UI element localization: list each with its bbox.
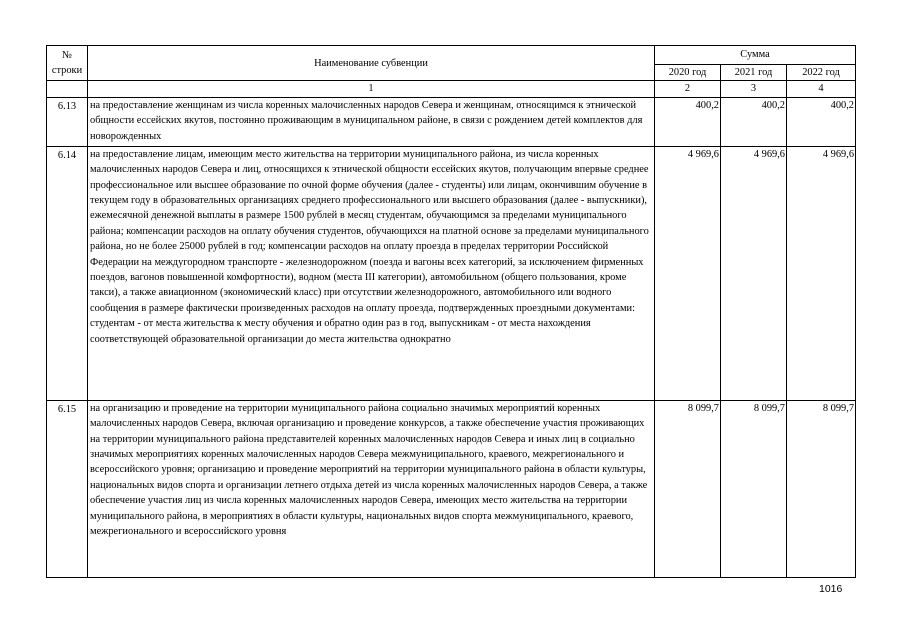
header-num-symbol: №	[62, 49, 72, 61]
column-number-4: 4	[787, 81, 856, 97]
value-2021: 4 969,6	[721, 146, 787, 400]
column-number-row	[47, 81, 856, 97]
header-row-number	[47, 46, 88, 81]
table-row	[47, 400, 856, 577]
table-row	[47, 97, 856, 146]
header-year-2022: 2022 год	[787, 65, 856, 81]
row-description: на предоставление женщинам из числа коренных малочисленных народов Севера и женщинам, относящимся к этнической общности ессейских якутов, постоянно проживающим в муниципальном районе, в связи с рождением детей комплектов для новорожденных	[88, 97, 655, 146]
value-2020: 4 969,6	[655, 146, 721, 400]
header-subsidy-name: Наименование субвенции	[88, 46, 655, 81]
header-year-2021: 2021 год	[721, 65, 787, 81]
header-year-2020: 2020 год	[655, 65, 721, 81]
value-2020: 400,2	[655, 97, 721, 146]
table-row	[47, 146, 856, 400]
column-number-2: 2	[655, 81, 721, 97]
value-2021: 8 099,7	[721, 400, 787, 577]
row-description: на предоставление лицам, имеющим место жительства на территории муниципального района, из числа коренных малочисленных народов Севера и лиц, относящихся к этнической общности ессейских якутов, получающим впервые среднее профессиональное или высшее образование по очной форме обучения (далее - студенты) или лицам, окончившим обучение в текущем году в образовательных организациях среднего профессионального или высшего образования (далее - выпускники), ежемесячной денежной выплаты в размере 1500 рублей в месяц студентам, обучающимся за пределами муниципального района; компенсации расходов на оплату обучения студентов, обучающихся на платной основе за пределами муниципального района, но не более 25000 рублей в год; компенсации расходов на оплату проезда в пределах территории Российской Федерации на междугородном транспорте - железнодорожном (поезда и вагоны всех категорий, за исключением фирменных поездов, вагонов повышенной комфортности), водном (места III категории), автомобильном (общего пользования, кроме такси), а также авиационном (экономический класс) при отсутствии железнодорожного, автомобильного или водного сообщения в размере фактически произведенных расходов на оплату проезда, подтвержденных проездными документами: студентам - от места жительства к месту обучения и обратно один раз в год, выпускникам - от места нахождения соответствующей образовательной организации до места жительства однократно	[88, 146, 655, 400]
subsidy-table	[46, 45, 856, 578]
page-number: 1016	[819, 583, 843, 595]
value-2021: 400,2	[721, 97, 787, 146]
header-num-label: строки	[51, 65, 83, 77]
value-2020: 8 099,7	[655, 400, 721, 577]
value-2022: 8 099,7	[787, 400, 856, 577]
value-2022: 400,2	[787, 97, 856, 146]
row-description: на организацию и проведение на территории муниципального района социально значимых мероприятий коренных малочисленных народов Севера, включая организацию и проведение конкурсов, а также обеспечение участия проживающих на территории муниципального района представителей коренных малочисленных народов Севера и иных лиц в социально значимых мероприятиях коренных малочисленных народов Севера межмуниципального, краевого, межрегионального и всероссийского уровня; организацию и проведение мероприятий на территории муниципального района в области культуры, национальных видов спорта и организации летнего отдыха детей из числа коренных малочисленных народов Севера, а также обеспечение участия лиц из числа коренных малочисленных народов Севера, имеющих место жительства на территории муниципального района, в мероприятиях в области культуры, национальных видов спорта межмуниципального, краевого, межрегионального и всероссийского уровня	[88, 400, 655, 577]
row-number: 6.13	[47, 97, 88, 146]
column-number-empty	[47, 81, 88, 97]
header-row-1	[47, 46, 856, 65]
row-number: 6.15	[47, 400, 88, 577]
row-number: 6.14	[47, 146, 88, 400]
column-number-3: 3	[721, 81, 787, 97]
value-2022: 4 969,6	[787, 146, 856, 400]
column-number-1: 1	[88, 81, 655, 97]
header-sum: Сумма	[655, 46, 856, 65]
